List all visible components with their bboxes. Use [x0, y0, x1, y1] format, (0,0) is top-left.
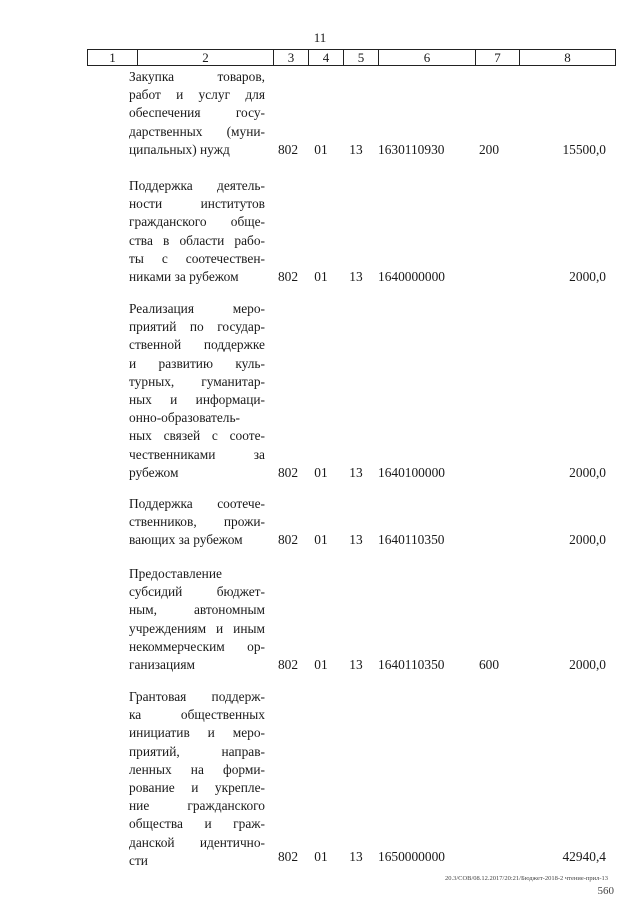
description-line: субсидий бюджет- [129, 584, 265, 600]
description-line: ных и информаци- [129, 392, 265, 408]
cell-target-code: 1640110350 [378, 657, 445, 672]
cell-subsection-code: 13 [349, 849, 363, 864]
cell-ministry-code: 802 [277, 464, 299, 480]
cell-subsection-code: 13 [349, 532, 363, 548]
cell-subsection-code: 13 [349, 269, 363, 284]
cell-amount: 2000,0 [569, 532, 606, 548]
description-line: ленных на форми- [129, 761, 265, 777]
description-line: некоммерческим ор- [129, 638, 265, 654]
cell-subsection-code: 13 [349, 464, 363, 480]
cell-ministry-code: 802 [277, 269, 299, 284]
cell-expense-type: 200 [478, 141, 500, 157]
description-line: учреждениям и иным [129, 620, 265, 636]
description-line: турных, гуманитар- [129, 373, 265, 389]
description-line: ным, автономным [129, 602, 265, 618]
description-line: приятий, направ- [129, 743, 265, 759]
cell-amount: 15500,0 [562, 141, 606, 157]
cell-ministry-code: 802 [277, 849, 299, 864]
column-header: 4 [309, 50, 344, 66]
column-header-row [88, 50, 616, 66]
column-header: 1 [88, 50, 138, 66]
description-line: общества и граж- [129, 816, 265, 832]
description-line: чественниками за [129, 446, 265, 462]
description-line: Предоставление [129, 566, 222, 581]
description-line: ты с соотечествен- [129, 250, 265, 266]
column-header: 8 [520, 50, 616, 66]
cell-target-code: 1650000000 [378, 849, 445, 864]
cell-subsection-code: 13 [349, 657, 363, 672]
description-line: ства в области рабо- [129, 232, 265, 248]
description-line: ка общественных [129, 707, 265, 723]
column-header: 3 [274, 50, 309, 66]
description-line: ственной поддержке [129, 337, 265, 353]
description-line: онно-образователь- [129, 410, 241, 426]
cell-target-code: 1640110350 [378, 532, 445, 548]
column-header-table [87, 49, 616, 66]
description-line: ных связей с сооте- [129, 428, 265, 444]
page-number: 11 [313, 30, 327, 45]
column-header: 6 [379, 50, 476, 66]
cell-section-code: 01 [314, 269, 328, 284]
description-line: дарственных (муни- [129, 123, 265, 139]
cell-amount: 2000,0 [569, 269, 606, 284]
cell-ministry-code: 802 [277, 657, 299, 672]
cell-section-code: 01 [314, 464, 328, 480]
description-line: Грантовая поддерж- [129, 689, 265, 704]
description-line: ственников, прожи- [129, 514, 265, 530]
description-line: инициатив и меро- [129, 725, 265, 741]
description-line: ципальных) нужд [129, 141, 230, 157]
row-description [129, 565, 265, 674]
description-line: рубежом [129, 464, 179, 480]
cell-target-code: 1630110930 [378, 141, 445, 157]
description-line: Закупка товаров, [129, 69, 265, 84]
description-line: Реализация меро- [129, 301, 265, 316]
description-line: ности институтов [129, 196, 265, 212]
cell-ministry-code: 802 [277, 532, 299, 548]
cell-target-code: 1640000000 [378, 269, 445, 284]
cell-target-code: 1640100000 [378, 464, 445, 480]
footer-page-number: 560 [597, 885, 614, 897]
cell-amount: 42940,4 [562, 849, 606, 864]
description-line: сти [129, 852, 148, 868]
description-line: ние гражданского [129, 798, 265, 814]
cell-expense-type: 600 [478, 657, 500, 672]
column-header: 7 [476, 50, 520, 66]
description-line: рование и укрепле- [129, 780, 265, 796]
row-description [129, 688, 265, 870]
column-header: 2 [138, 50, 274, 66]
description-line: и развитию куль- [129, 355, 265, 371]
description-line: данской идентично- [129, 834, 265, 850]
description-line: работ и услуг для [129, 87, 265, 103]
description-line: никами за рубежом [129, 269, 239, 285]
description-line: обеспечения госу- [129, 105, 265, 121]
description-line: ганизациям [129, 657, 195, 673]
description-line: гражданского обще- [129, 214, 265, 230]
row-description [129, 300, 265, 482]
row-description [129, 68, 265, 159]
description-line: Поддержка соотече- [129, 496, 265, 511]
cell-ministry-code: 802 [277, 141, 299, 157]
cell-section-code: 01 [314, 141, 328, 157]
row-description [129, 495, 265, 550]
cell-section-code: 01 [314, 532, 328, 548]
description-line: Поддержка деятель- [129, 178, 265, 193]
row-description [129, 177, 265, 286]
cell-section-code: 01 [314, 849, 328, 864]
column-header: 5 [344, 50, 379, 66]
cell-amount: 2000,0 [569, 464, 606, 480]
description-line: приятий по государ- [129, 319, 265, 335]
cell-section-code: 01 [314, 657, 328, 672]
cell-subsection-code: 13 [349, 141, 363, 157]
cell-amount: 2000,0 [569, 657, 606, 672]
description-line: вающих за рубежом [129, 532, 243, 548]
footer-document-code: 20.3/СОВ/08.12.2017/20:21/Бюджет-2018-2 чтение-прил-13 [444, 875, 608, 882]
